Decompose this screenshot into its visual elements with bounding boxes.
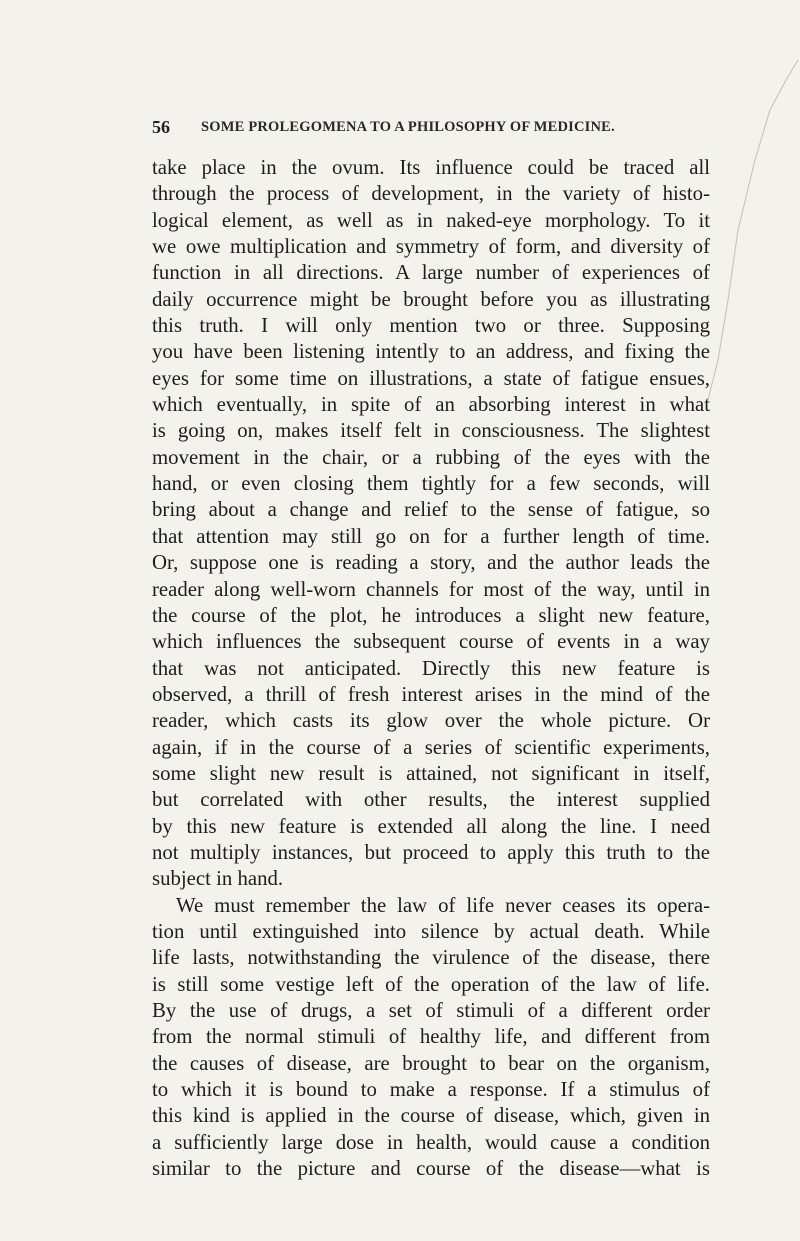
body-text bbox=[152, 155, 710, 1182]
text-line: function in all directions. A large number of experiences of bbox=[152, 261, 710, 285]
text-line: the causes of disease, are brought to bear on the organism, bbox=[152, 1051, 710, 1075]
text-line: observed, a thrill of fresh interest arises in the mind of the bbox=[152, 682, 710, 706]
text-line: but correlated with other results, the interest supplied bbox=[152, 788, 710, 812]
paragraph-1 bbox=[152, 155, 710, 893]
text-line: through the process of development, in the variety of histo- bbox=[152, 182, 710, 206]
text-line: by this new feature is extended all along the line. I need bbox=[152, 814, 710, 838]
running-head-title: SOME PROLEGOMENA TO A PHILOSOPHY OF MEDICINE. bbox=[201, 119, 615, 135]
text-line: is going on, makes itself felt in consciousness. The slightest bbox=[152, 419, 710, 443]
text-line: logical element, as well as in naked-eye morphology. To it bbox=[152, 208, 710, 232]
text-line: not multiply instances, but proceed to apply this truth to the bbox=[152, 840, 710, 864]
text-line: this truth. I will only mention two or three. Supposing bbox=[152, 314, 710, 338]
text-line: We must remember the law of life never ceases its opera- bbox=[176, 893, 710, 917]
text-line: a sufficiently large dose in health, would cause a condition bbox=[152, 1130, 710, 1154]
text-line: Or, suppose one is reading a story, and the author leads the bbox=[152, 551, 710, 575]
text-line: hand, or even closing them tightly for a few seconds, will bbox=[152, 472, 710, 496]
text-line: to which it is bound to make a response. If a stimulus of bbox=[152, 1078, 710, 1102]
text-line: we owe multiplication and symmetry of form, and diversity of bbox=[152, 235, 710, 259]
text-line: that attention may still go on for a further length of time. bbox=[152, 524, 710, 548]
paragraph-2 bbox=[152, 893, 710, 1183]
text-line: again, if in the course of a series of scientific experiments, bbox=[152, 735, 710, 759]
running-head bbox=[152, 117, 712, 141]
text-line: subject in hand. bbox=[152, 867, 284, 891]
text-line: that was not anticipated. Directly this new feature is bbox=[152, 656, 710, 680]
text-line: reader, which casts its glow over the whole picture. Or bbox=[152, 709, 710, 733]
text-line: eyes for some time on illustrations, a state of fatigue ensues, bbox=[152, 366, 710, 390]
text-line: which eventually, in spite of an absorbing interest in what bbox=[152, 393, 710, 417]
text-line: daily occurrence might be brought before you as illustrating bbox=[152, 287, 710, 311]
text-line: the course of the plot, he introduces a slight new feature, bbox=[152, 603, 710, 627]
page-number: 56 bbox=[152, 117, 170, 137]
text-line: which influences the subsequent course of events in a way bbox=[152, 630, 710, 654]
text-line: from the normal stimuli of healthy life, and different from bbox=[152, 1025, 710, 1049]
text-line: life lasts, notwithstanding the virulence of the disease, there bbox=[152, 946, 710, 970]
text-line: reader along well-worn channels for most of the way, until in bbox=[152, 577, 710, 601]
text-line: bring about a change and relief to the sense of fatigue, so bbox=[152, 498, 710, 522]
text-line: some slight new result is attained, not significant in itself, bbox=[152, 761, 710, 785]
text-line: tion until extinguished into silence by actual death. While bbox=[152, 919, 710, 943]
text-line: take place in the ovum. Its influence could be traced all bbox=[152, 156, 710, 179]
text-line: similar to the picture and course of the disease—what is bbox=[152, 1157, 710, 1181]
text-line: is still some vestige left of the operation of the law of life. bbox=[152, 972, 710, 996]
text-line: movement in the chair, or a rubbing of the eyes with the bbox=[152, 445, 710, 469]
text-line: By the use of drugs, a set of stimuli of a different order bbox=[152, 999, 710, 1022]
text-line: you have been listening intently to an address, and fixing the bbox=[152, 340, 710, 364]
text-line: this kind is applied in the course of disease, which, given in bbox=[152, 1104, 710, 1128]
